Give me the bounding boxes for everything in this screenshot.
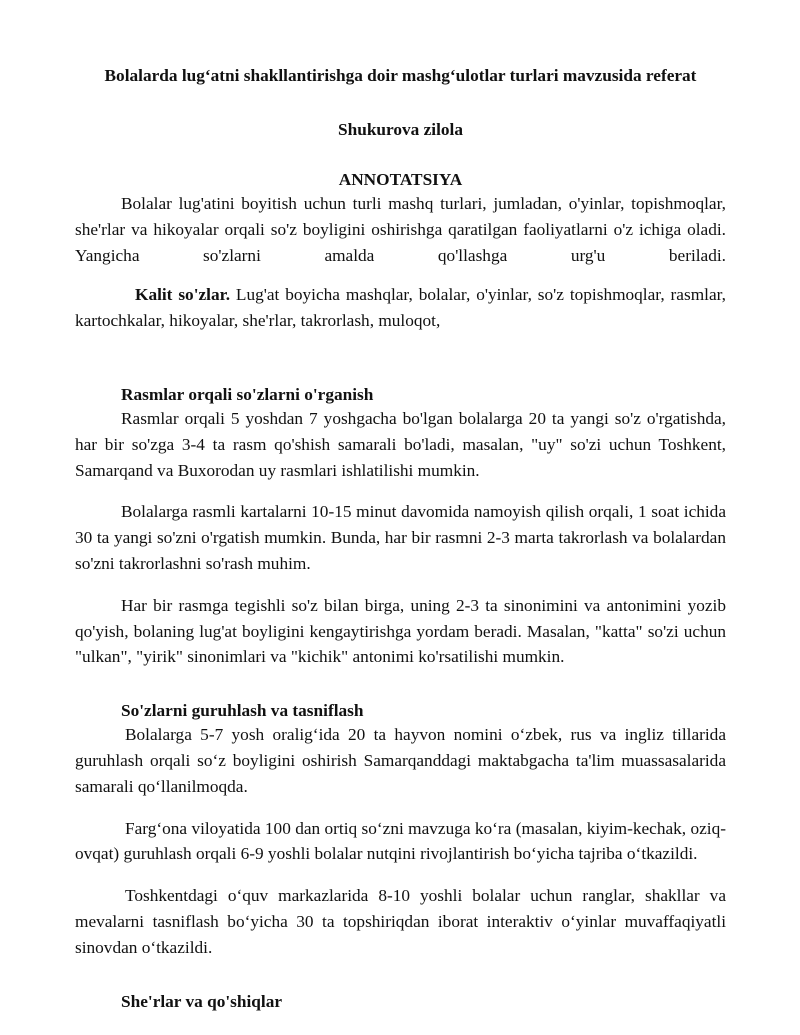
- section-paragraph: Farg‘ona viloyatida 100 dan ortiq so‘zni mavzuga ko‘ra (masalan, kiyim-kechak, oziq-ovqat) guruhlash orqali 6-9 yoshli bolalar nutqini rivojlantirish bo‘yicha tajriba o‘tkazildi.: [75, 818, 726, 864]
- document-title: Bolalarda lug‘atni shakllantirishga doir mashg‘ulotlar turlari mavzusida referat: [104, 66, 697, 85]
- keywords-text: Lug'at boyicha mashqlar, bolalar, o'yinlar, so'z topishmoqlar, rasmlar, kartochkalar, hikoyalar, she'rlar, takrorlash, muloqot,: [75, 285, 726, 331]
- section-paragraph: Bolalarga rasmli kartalarni 10-15 minut davomida namoyish qilish orqali, 1 soat ichida 30 ta yangi so'zni o'rgatish mumkin. Bunda, har bir rasmni 2-3 marta takrorlash va bolalardan so'zni takrorlashni so'rash muhim.: [75, 502, 726, 573]
- annotation-paragraph: Bolalar lug'atini boyitish uchun turli mashq turlari, jumladan, o'yinlar, topishmoqlar, she'rlar va hikoyalar orqali so'z boyligini oshirishga qaratilgan faoliyatlarni o'z ichiga oladi. Yangicha so'zlarni amalda qo'llashga urg'u beriladi.: [75, 194, 726, 265]
- section-paragraph: Rasmlar orqali 5 yoshdan 7 yoshgacha bo'lgan bolalarga 20 ta yangi so'z o'rgatishda, har bir so'zga 3-4 ta rasm qo'shish samarali bo'ladi, masalan, "uy" so'zi uchun Toshkent, Samarqand va Buxorodan uy rasmlari ishlatilishi mumkin.: [75, 408, 726, 480]
- section-paragraph: Har bir rasmga tegishli so'z bilan birga, uning 2-3 ta sinonimini va antonimini yozib qo'yish, bolaning lug'at boyligini kengaytirishga yordam beradi. Masalan, "katta" so'zi uchun "ulkan", "yirik" sinonimlari va "kichik" antonimi ko'rsatilishi mumkin.: [75, 595, 726, 667]
- keywords-paragraph: [75, 282, 726, 334]
- section-paragraph: Bolalarga 5-7 yosh oralig‘ida 20 ta hayvon nomini o‘zbek, rus va ingliz tillarida guruhlash orqali so‘z boyligini oshirish Samarqanddagi maktabgacha ta'lim muassasalarida samarali qo‘llanilmoqda.: [75, 725, 726, 796]
- section-heading-poems: She'rlar va qo'shiqlar: [121, 991, 282, 1011]
- section-heading-grouping: So'zlarni guruhlash va tasniflash: [121, 701, 364, 721]
- section-heading-pictures: Rasmlar orqali so'zlarni o'rganish: [121, 384, 374, 404]
- author-name: Shukurova zilola: [337, 120, 463, 139]
- annotation-heading: ANNOTATSIYA: [338, 170, 463, 189]
- section-paragraph: Toshkentdagi o‘quv markazlarida 8-10 yoshli bolalar uchun ranglar, shakllar va mevalarni tasniflash bo‘yicha 30 ta topshiriqdan iborat interaktiv o‘yinlar muvaffaqiyatli sinovdan o‘tkazildi.: [75, 886, 726, 957]
- keywords-label: Kalit so'zlar.: [135, 285, 231, 305]
